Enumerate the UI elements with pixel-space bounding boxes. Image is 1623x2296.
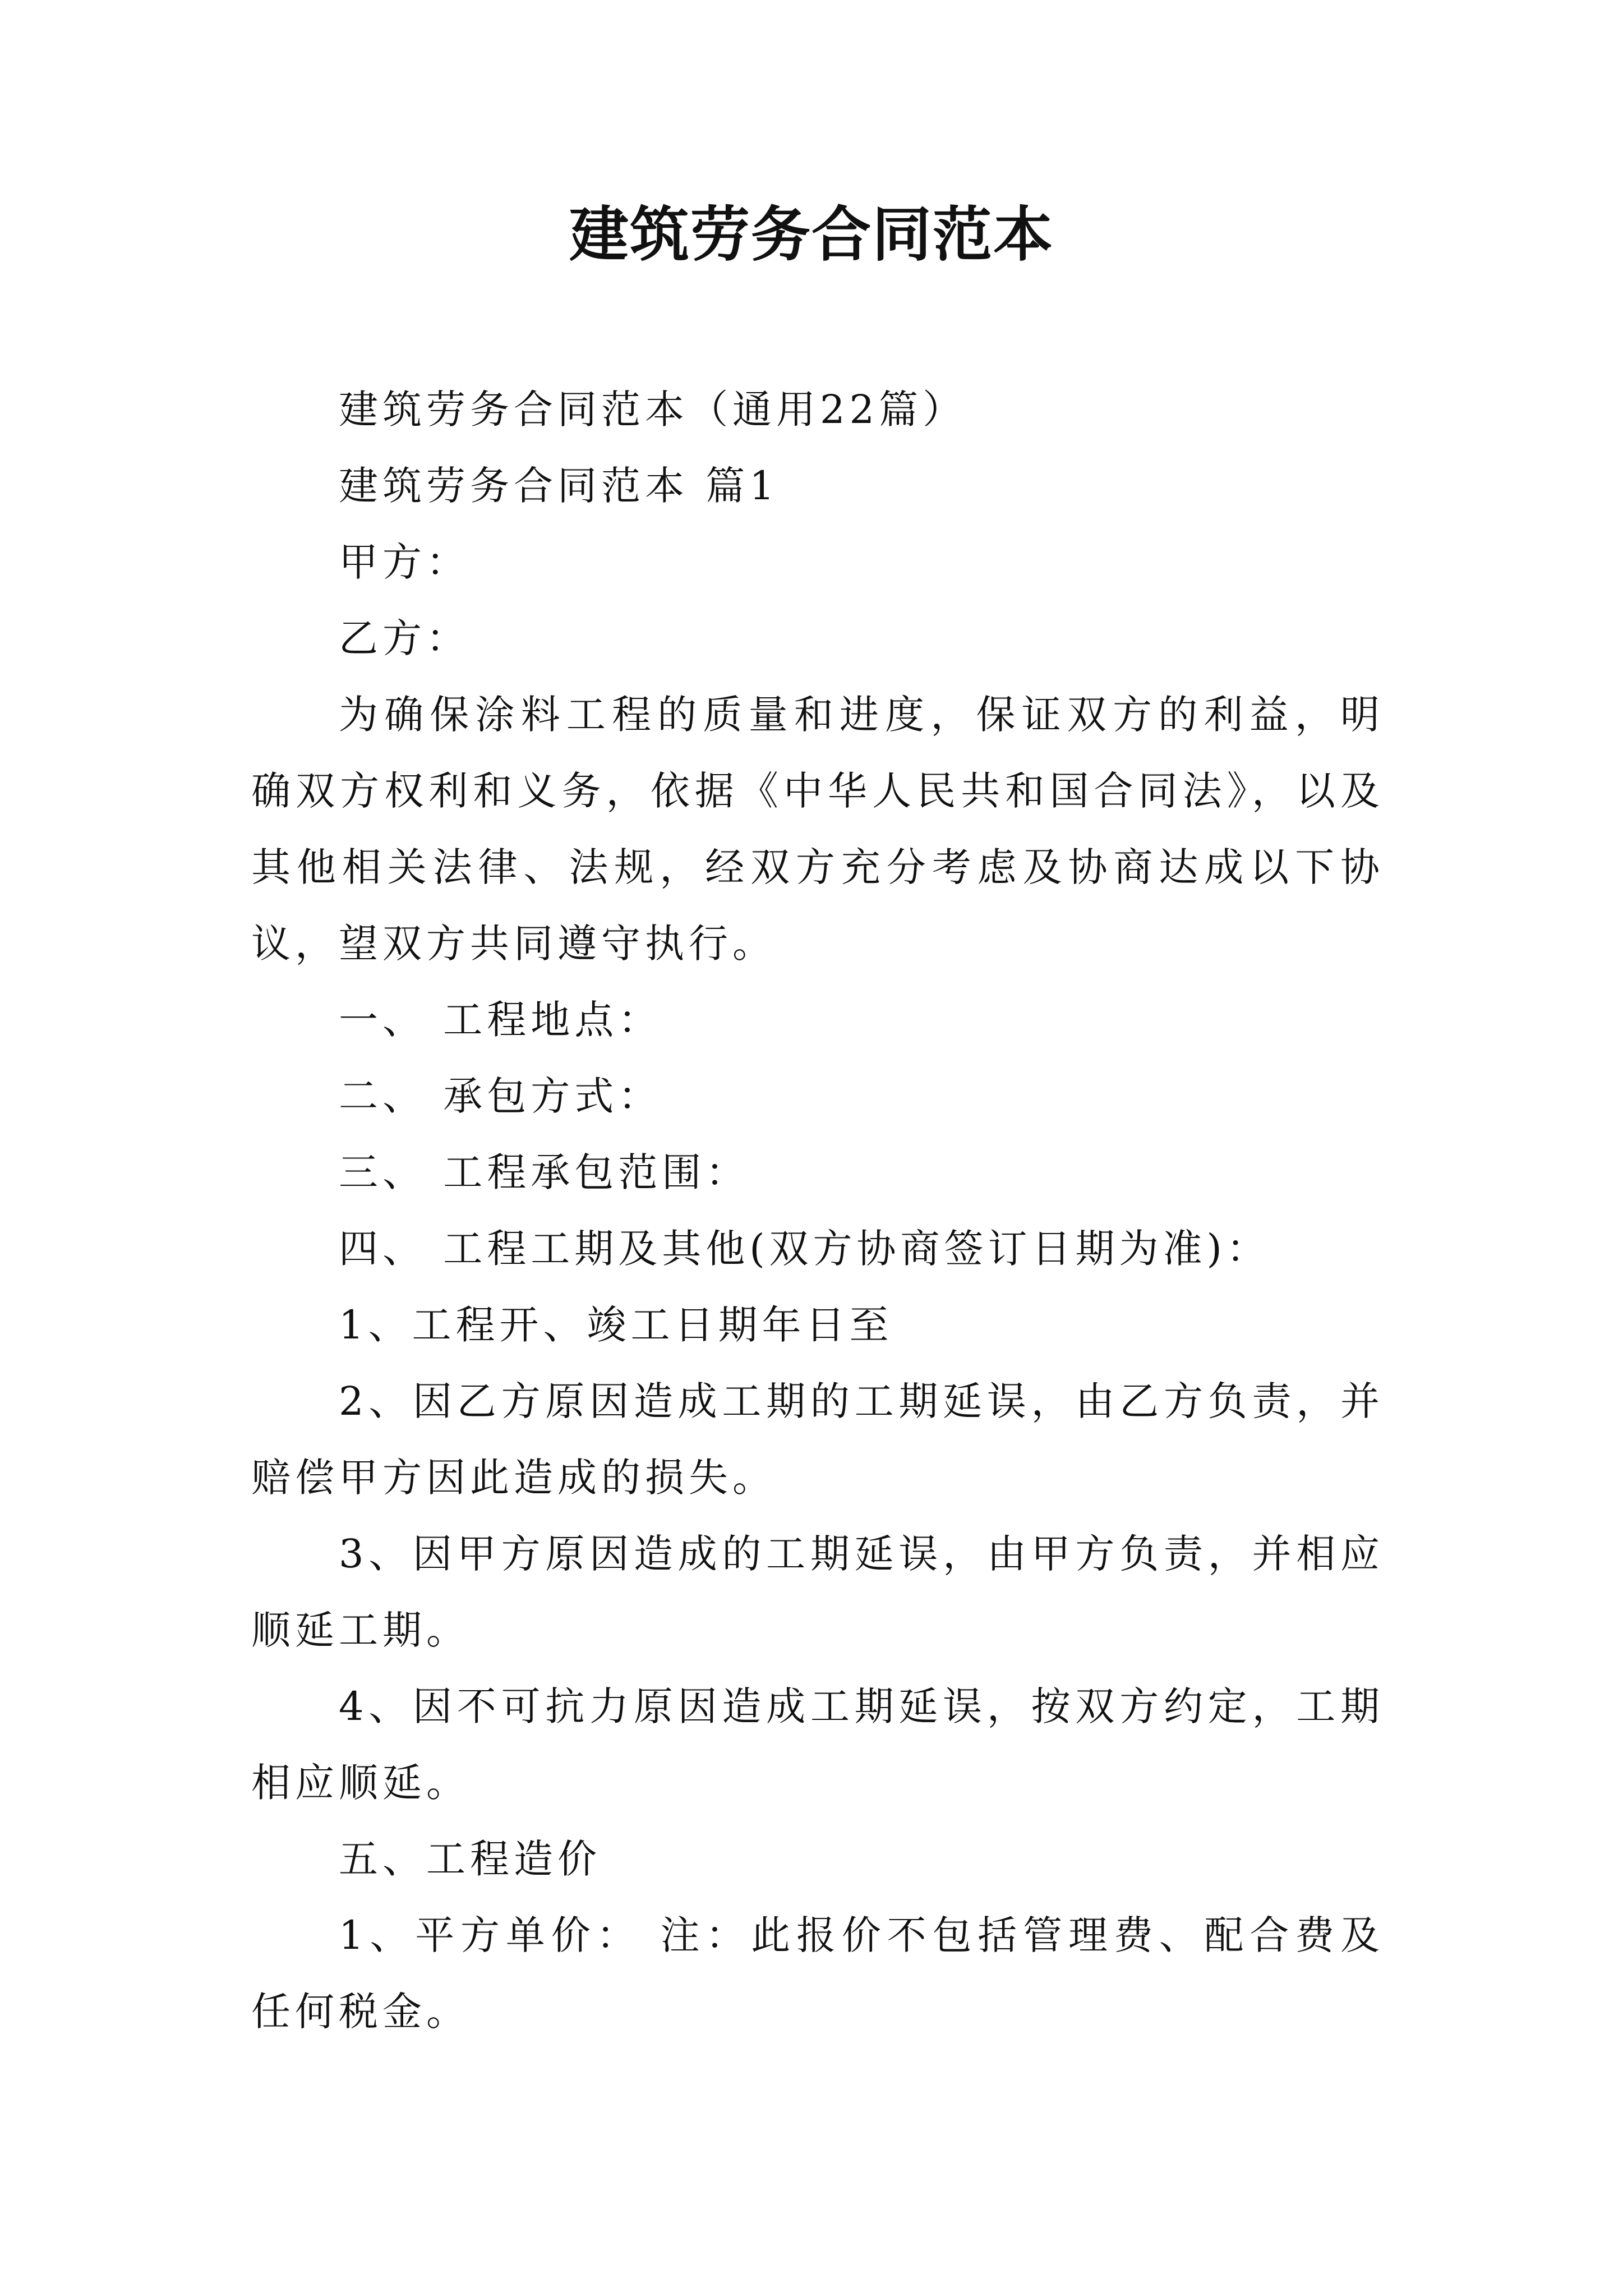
paragraph-preamble: 为确保涂料工程的质量和进度，保证双方的利益，明确双方权利和义务，依据《中华人民共和国合同法》，以及其他相关法律、法规，经双方充分考虑及协商达成以下协议，望双方共同遵守执行。 — [251, 692, 1384, 967]
paragraph-item-2: 2、因乙方原因造成工期的工期延误，由乙方负责，并赔偿甲方因此造成的损失。 — [251, 1378, 1384, 1501]
document-title: 建筑劳务合同范本 — [569, 199, 1054, 269]
paragraph-party-a: 甲方： — [339, 539, 470, 585]
paragraph-subtitle: 建筑劳务合同范本（通用22篇） — [339, 386, 967, 432]
paragraph-party-b: 乙方： — [339, 615, 470, 661]
paragraph-clause-2: 二、 承包方式： — [339, 1073, 662, 1119]
paragraph-item-1: 1、工程开、竣工日期年日至 — [339, 1302, 893, 1348]
paragraph-clause-1: 一、 工程地点： — [339, 997, 662, 1043]
paragraph-clause-5: 五、工程造价 — [339, 1836, 601, 1882]
paragraph-item-4: 4、因不可抗力原因造成工期延误，按双方约定，工期相应顺延。 — [251, 1683, 1384, 1806]
paragraph-clause-3: 三、 工程承包范围： — [339, 1149, 750, 1195]
paragraph-price-item: 1、平方单价： 注：此报价不包括管理费、配合费及任何税金。 — [251, 1912, 1384, 2035]
paragraph-clause-4: 四、 工程工期及其他(双方协商签订日期为准)： — [339, 1226, 1270, 1272]
paragraph-section-heading: 建筑劳务合同范本 篇1 — [339, 463, 779, 509]
paragraph-item-3: 3、因甲方原因造成的工期延误，由甲方负责，并相应顺延工期。 — [251, 1531, 1384, 1653]
document-body — [251, 371, 1384, 2050]
